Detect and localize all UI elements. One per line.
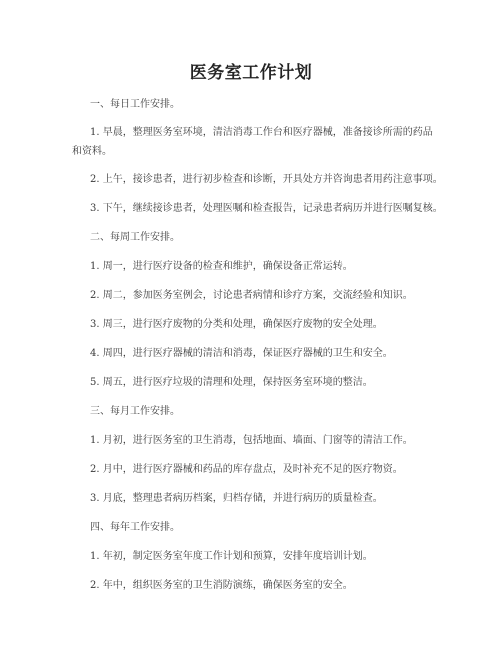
paragraph-daily-1: 1. 早晨，整理医务室环境，清洁消毒工作台和医疗器械，准备接诊所需的药品	[90, 127, 433, 138]
paragraph-weekly-3: 3. 周三，进行医疗废物的分类和处理，确保医疗废物的安全处理。	[90, 319, 383, 330]
paragraph-weekly-2: 2. 周二，参加医务室例会，讨论患者病情和诊疗方案，交流经验和知识。	[90, 290, 413, 301]
section-heading-yearly: 四、每年工作安排。	[90, 522, 180, 533]
paragraph-daily-3: 3. 下午，继续接诊患者，处理医嘱和检查报告，记录患者病历并进行医嘱复核。	[90, 203, 443, 214]
paragraph-daily-1-cont: 和资料。	[72, 146, 112, 157]
paragraph-yearly-2: 2. 年中，组织医务室的卫生消防演练，确保医务室的安全。	[90, 580, 353, 591]
section-heading-monthly: 三、每月工作安排。	[90, 406, 180, 417]
paragraph-weekly-1: 1. 周一，进行医疗设备的检查和维护，确保设备正常运转。	[90, 261, 353, 272]
paragraph-daily-2: 2. 上午，接诊患者，进行初步检查和诊断，开具处方并咨询患者用药注意事项。	[90, 174, 443, 185]
paragraph-weekly-4: 4. 周四，进行医疗器械的清洁和消毒，保证医疗器械的卫生和安全。	[90, 348, 393, 359]
page-title: 医务室工作计划	[189, 63, 313, 83]
paragraph-monthly-3: 3. 月底，整理患者病历档案，归档存储，并进行病历的质量检查。	[90, 493, 383, 504]
paragraph-monthly-1: 1. 月初，进行医务室的卫生消毒，包括地面、墙面、门窗等的清洁工作。	[90, 435, 413, 446]
paragraph-monthly-2: 2. 月中，进行医疗器械和药品的库存盘点，及时补充不足的医疗物资。	[90, 464, 403, 475]
section-heading-daily: 一、每日工作安排。	[90, 99, 180, 110]
paragraph-weekly-5: 5. 周五，进行医疗垃圾的清理和处理，保持医务室环境的整洁。	[90, 377, 373, 388]
section-heading-weekly: 二、每周工作安排。	[90, 232, 180, 243]
paragraph-yearly-1: 1. 年初，制定医务室年度工作计划和预算，安排年度培训计划。	[90, 551, 373, 562]
